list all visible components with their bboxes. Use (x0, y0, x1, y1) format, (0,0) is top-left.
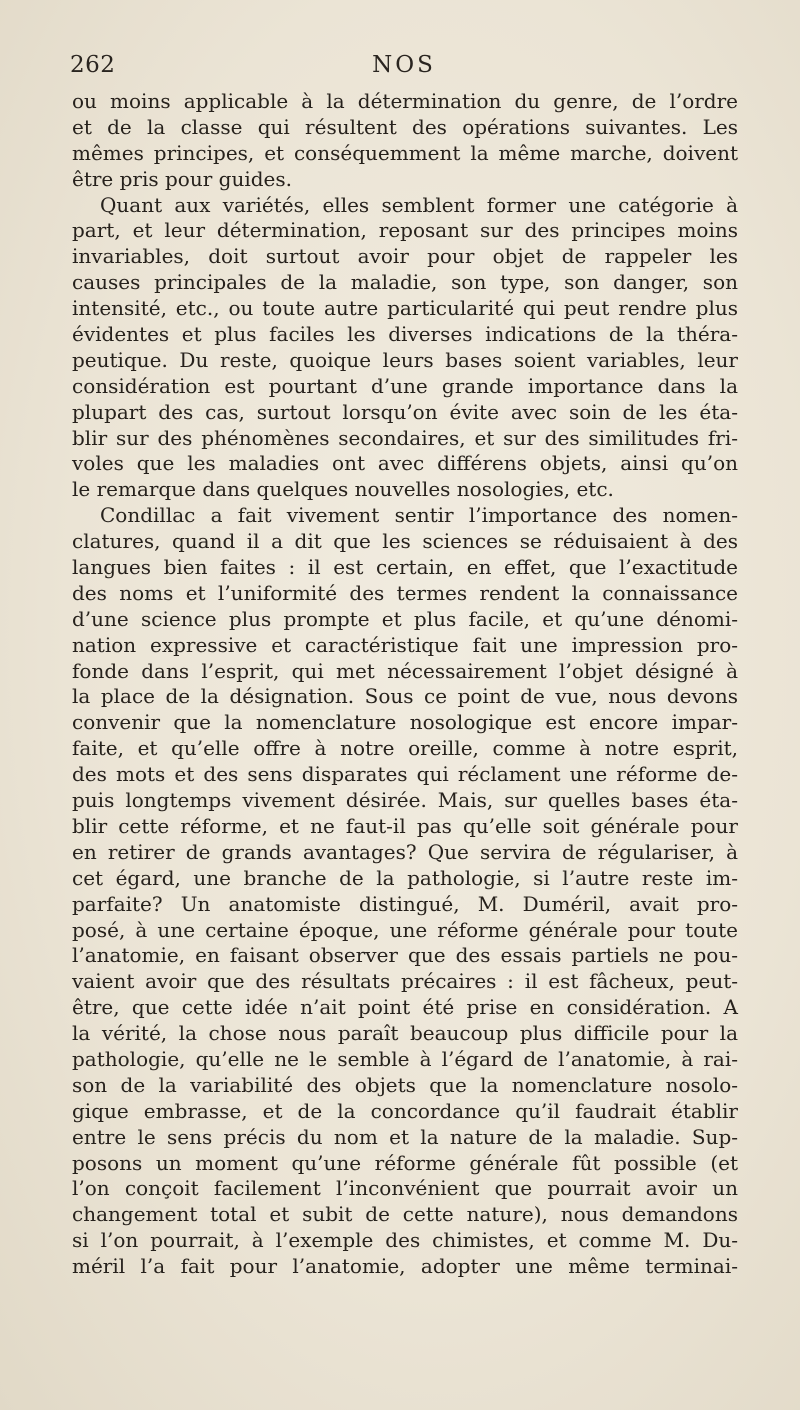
text-line: convenir que la nomenclature nosologique est encore impar- (72, 710, 738, 735)
text-line: plupart des cas, surtout lorsqu’on évite avec soin de les éta- (72, 399, 738, 424)
text-line: ou moins applicable à la détermination du genre, de l’ordre (72, 89, 738, 113)
text-line: causes principales de la maladie, son type, son danger, son (72, 270, 738, 295)
text-line: cet égard, une branche de la pathologie, si l’autre reste im- (72, 865, 738, 890)
page-number: 262 (70, 52, 116, 78)
text-line: voles que les maladies ont avec différens objets, ainsi qu’on (72, 451, 738, 476)
text-line: part, et leur détermination, reposant sur des principes moins (72, 218, 738, 243)
text-line: pathologie, qu’elle ne le semble à l’égard de l’anatomie, à rai- (72, 1046, 738, 1071)
text-line: nation expressive et caractéristique fait une impression pro- (72, 632, 738, 657)
text-line: faite, et qu’elle offre à notre oreille, comme à notre esprit, (72, 736, 738, 761)
text-line: méril l’a fait pour l’anatomie, adopter une même terminai- (72, 1254, 738, 1279)
text-line: en retirer de grands avantages? Que servira de régulariser, à (72, 839, 738, 864)
text-line: entre le sens précis du nom et la nature de la maladie. Sup- (72, 1124, 738, 1149)
text-line: des noms et l’uniformité des termes rendent la connaissance (72, 580, 738, 605)
text-line: gique embrasse, et de la concordance qu’il faudrait établir (72, 1098, 738, 1123)
text-line: être pris pour guides. (72, 166, 292, 191)
text-line: considération est pourtant d’une grande importance dans la (72, 373, 738, 398)
text-line: parfaite? Un anatomiste distingué, M. Duméril, avait pro- (72, 891, 738, 916)
text-line: son de la variabilité des objets que la nomenclature nosolo- (72, 1072, 738, 1097)
running-title: NOS (372, 52, 436, 78)
text-line: peutique. Du reste, quoique leurs bases soient variables, leur (72, 347, 738, 372)
text-line: posé, à une certaine époque, une réforme générale pour toute (72, 917, 738, 942)
text-line: l’anatomie, en faisant observer que des essais partiels ne pou- (72, 943, 738, 968)
text-line: changement total et subit de cette nature), nous demandons (72, 1202, 738, 1227)
text-line: l’on conçoit facilement l’inconvénient que pourrait avoir un (72, 1176, 738, 1201)
text-line: intensité, etc., ou toute autre particularité qui peut rendre plus (72, 296, 738, 321)
text-line: fonde dans l’esprit, qui met nécessairement l’objet désigné à (72, 658, 738, 683)
text-line: être, que cette idée n’ait point été prise en considération. A (72, 995, 738, 1020)
text-line: la place de la désignation. Sous ce point de vue, nous devons (72, 684, 738, 709)
text-line: puis longtemps vivement désirée. Mais, sur quelles bases éta- (72, 788, 738, 813)
text-line: posons un moment qu’une réforme générale fût possible (et (72, 1150, 738, 1175)
text-line: la vérité, la chose nous paraît beaucoup plus difficile pour la (72, 1021, 738, 1046)
running-head (70, 52, 738, 92)
paragraph-start-line: Condillac a fait vivement sentir l’importance des nomen- (100, 503, 738, 528)
text-line: clatures, quand il a dit que les sciences se réduisaient à des (72, 529, 738, 554)
paragraph-start-line: Quant aux variétés, elles semblent former une catégorie à (100, 192, 738, 217)
text-line: et de la classe qui résultent des opérations suivantes. Les (72, 114, 738, 139)
text-line: mêmes principes, et conséquemment la même marche, doivent (72, 140, 738, 165)
text-line: d’une science plus prompte et plus facile, et qu’une dénomi- (72, 606, 738, 631)
text-line: si l’on pourrait, à l’exemple des chimistes, et comme M. Du- (72, 1228, 738, 1253)
text-line: blir cette réforme, et ne faut-il pas qu’elle soit générale pour (72, 813, 738, 838)
text-line: invariables, doit surtout avoir pour objet de rappeler les (72, 244, 738, 269)
text-line: langues bien faites : il est certain, en effet, que l’exactitude (72, 555, 738, 580)
text-line: le remarque dans quelques nouvelles nosologies, etc. (72, 477, 614, 502)
text-line: évidentes et plus faciles les diverses indications de la théra- (72, 322, 738, 347)
text-line: blir sur des phénomènes secondaires, et sur des similitudes fri- (72, 425, 738, 450)
text-line: vaient avoir que des résultats précaires : il est fâcheux, peut- (72, 969, 738, 994)
body-text (72, 89, 738, 1280)
text-line: des mots et des sens disparates qui réclament une réforme de- (72, 762, 738, 787)
